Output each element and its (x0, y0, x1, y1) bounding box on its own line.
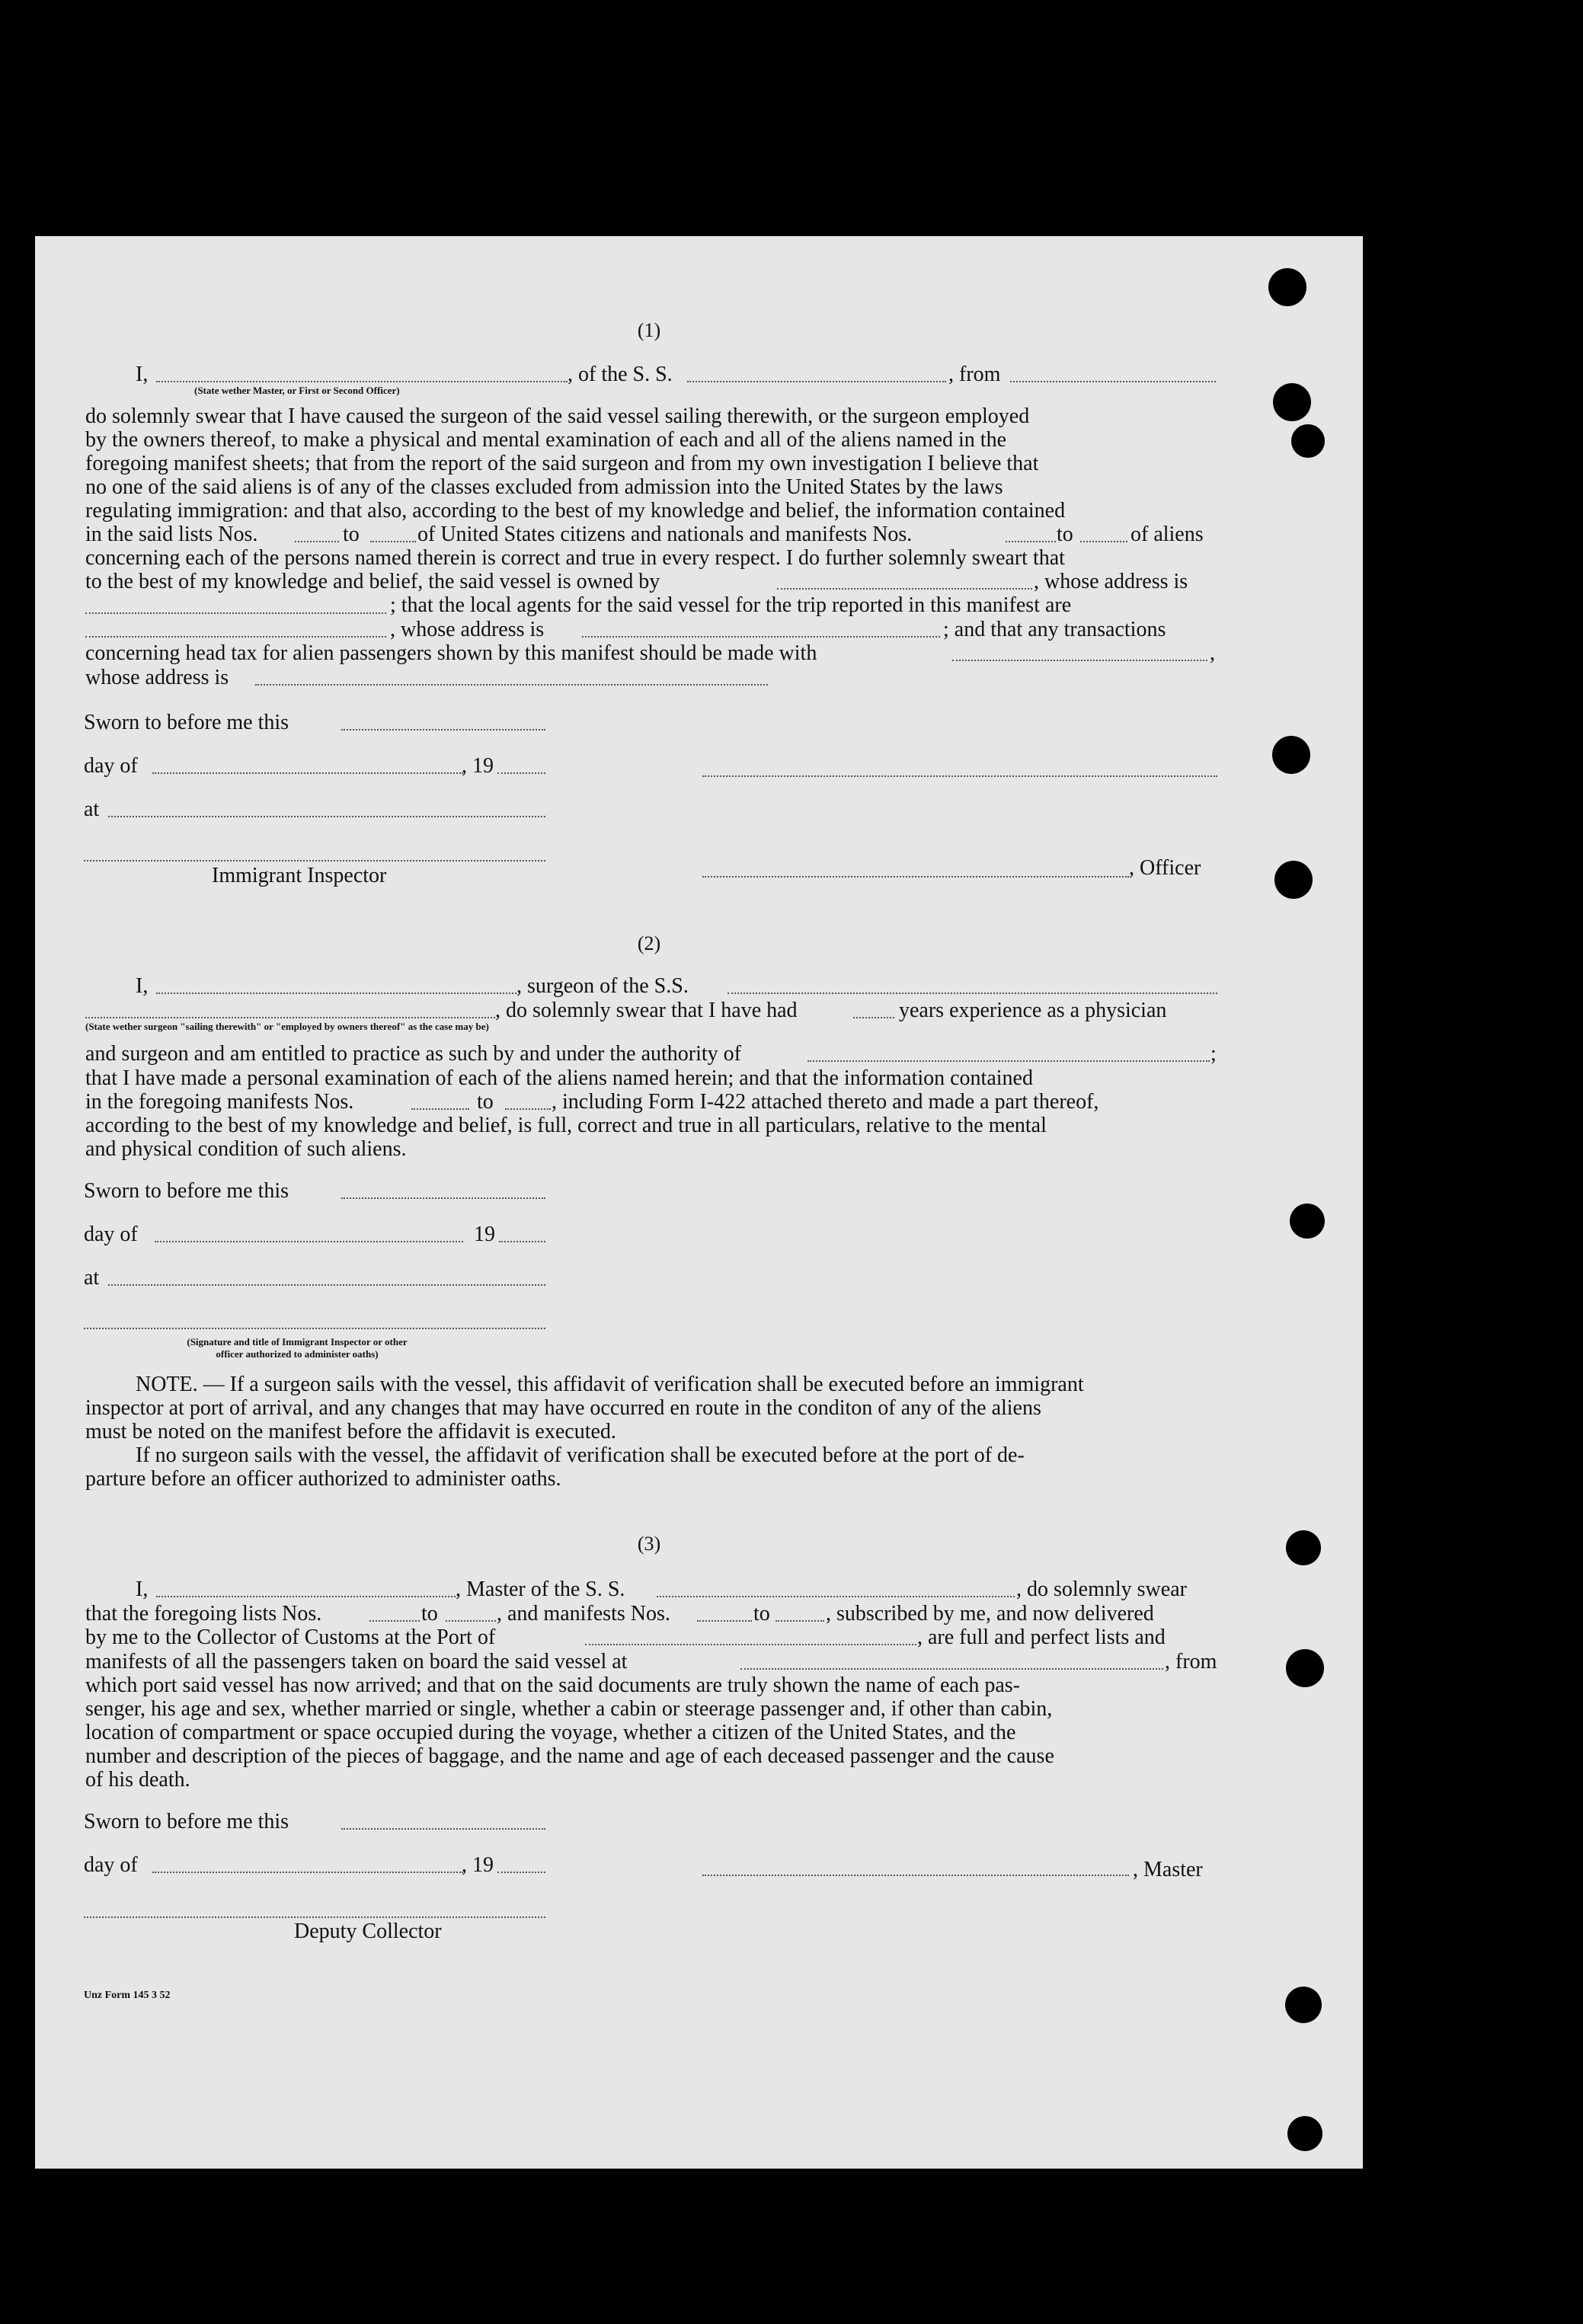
s2-lead: I, (136, 974, 149, 998)
s2-manifests-to: to (477, 1090, 494, 1114)
s1-body-line: concerning each of the persons named therein is correct and true in every respect. I do further solemnly sweart that (85, 546, 1065, 570)
s1-manifests-to: to (1057, 523, 1073, 546)
s1-lists-text-b: of United States citizens and nationals and manifests Nos. (417, 523, 913, 546)
s2-authority-field[interactable] (807, 1060, 1210, 1062)
section-1-number: (1) (637, 319, 661, 341)
s1-owner-address-field[interactable] (85, 612, 386, 614)
s3-manifests-all-text: manifests of all the passengers taken on board the said vessel at (85, 1650, 628, 1673)
s2-day-of: day of (84, 1223, 138, 1246)
s3-manifests-text: , and manifests Nos. (497, 1602, 670, 1626)
s3-deputy-label: Deputy Collector (294, 1920, 442, 1943)
s1-from-field[interactable] (1010, 381, 1216, 382)
s1-whose-field[interactable] (255, 684, 768, 686)
s1-sworn: Sworn to before me this (84, 711, 289, 734)
punch-hole (1286, 1649, 1324, 1687)
s3-body-line: of his death. (85, 1768, 190, 1792)
s3-body-line: location of compartment or space occupied during the voyage, whether a citizen of the United States, and the (85, 1721, 1016, 1744)
s3-subscribed-text: , subscribed by me, and now delivered (826, 1602, 1154, 1626)
s3-year: , 19 (462, 1853, 494, 1877)
section-2-number: (2) (637, 932, 661, 954)
s2-surgeon-of: , surgeon of the S.S. (516, 974, 689, 998)
s2-years-field[interactable] (853, 1017, 894, 1018)
punch-hole (1291, 424, 1325, 458)
s1-day-of: day of (84, 754, 138, 778)
s3-taken-at-field[interactable] (740, 1668, 1163, 1670)
s3-sworn-field[interactable] (341, 1828, 545, 1830)
s3-manifests-from-field[interactable] (697, 1620, 752, 1622)
s1-headtax-field[interactable] (952, 660, 1207, 661)
punch-hole (1273, 383, 1311, 421)
s2-vessel-name-field[interactable] (728, 993, 1217, 994)
note-line: NOTE. — If a surgeon sails with the vessel, this affidavit of verification shall be executed before an immigrant (136, 1373, 1084, 1396)
s3-master-label: , Master (1133, 1858, 1203, 1881)
punch-hole (1285, 1987, 1322, 2023)
s2-body-line: according to the best of my knowledge and belief, is full, correct and true in all particulars, relative to the mental (85, 1114, 1047, 1137)
s1-master-signature-field[interactable] (702, 775, 1217, 777)
punch-hole (1268, 268, 1306, 306)
s1-body-line: regulating immigration: and that also, according to the best of my knowledge and belief, the information contained (85, 499, 1066, 523)
s1-body-line: foregoing manifest sheets; that from the report of the said surgeon and from my own investigation I believe that (85, 452, 1039, 475)
s1-at-field[interactable] (108, 816, 545, 817)
punch-hole (1274, 861, 1313, 899)
s3-body-line: which port said vessel has now arrived; and that on the said documents are truly shown the name of each pas- (85, 1673, 1020, 1697)
s1-lists-to: to (343, 523, 360, 546)
s2-surgeon-name-field[interactable] (156, 993, 516, 994)
s2-surgeon-status-field[interactable] (85, 1017, 495, 1018)
s1-agents-address-text: , whose address is (390, 618, 545, 641)
s3-vessel-name-field[interactable] (657, 1596, 1015, 1597)
s3-manifests-to-field[interactable] (776, 1620, 824, 1622)
s1-lists-from-field[interactable] (295, 541, 339, 542)
s2-body-line: that I have made a personal examination of each of the aliens named herein; and that the information contained (85, 1066, 1033, 1090)
punch-hole (1272, 736, 1310, 774)
s2-authority-text: and surgeon and am entitled to practice as such by and under the authority of (85, 1042, 741, 1066)
s3-lists-to-field[interactable] (446, 1620, 496, 1622)
punch-hole (1286, 1530, 1321, 1565)
s3-sworn: Sworn to before me this (84, 1810, 289, 1833)
s3-lists-to: to (421, 1602, 438, 1626)
s3-swear: , do solemnly swear (1016, 1578, 1187, 1601)
s3-port-field[interactable] (585, 1644, 916, 1645)
s3-full-lists-text: , are full and perfect lists and (917, 1626, 1166, 1649)
s2-swear-text: , do solemnly swear that I have had (495, 999, 798, 1022)
note-line: must be noted on the manifest before the affidavit is executed. (85, 1420, 616, 1443)
s1-whose-address: , whose address is (1034, 570, 1188, 593)
s1-sworn-field[interactable] (341, 729, 545, 730)
s3-day-field[interactable] (152, 1872, 463, 1873)
s2-body-line: and physical condition of such aliens. (85, 1137, 407, 1161)
s1-owner-field[interactable] (777, 588, 1032, 590)
s2-inspector-signature-field[interactable] (84, 1328, 545, 1329)
s1-body-line: do solemnly swear that I have caused the surgeon of the said vessel sailing therewith, or the surgeon employed (85, 404, 1030, 428)
note-line: parture before an officer authorized to administer oaths. (85, 1467, 561, 1491)
s1-body-line: by the owners thereof, to make a physical and mental examination of each and all of the aliens named in the (85, 428, 1007, 452)
s1-transactions-text: ; and that any transactions (943, 618, 1166, 641)
s1-of-ss: , of the S. S. (568, 363, 673, 386)
s3-master-of: , Master of the S. S. (456, 1578, 625, 1601)
s3-lead: I, (136, 1578, 149, 1601)
s3-deputy-signature-field[interactable] (84, 1916, 545, 1918)
s1-manifests-from-field[interactable] (1006, 541, 1056, 542)
s1-agents-field[interactable] (85, 636, 386, 638)
note-block (85, 1373, 1217, 1491)
s2-authority-semicolon: ; (1210, 1042, 1217, 1066)
punch-hole (1287, 2116, 1322, 2151)
s1-owned-text: to the best of my knowledge and belief, the said vessel is owned by (85, 570, 660, 593)
s2-note-small: (State wether surgeon "sailing therewith" or "employed by owners thereof" as the case may be) (85, 1021, 489, 1032)
s3-lists-from-field[interactable] (369, 1620, 420, 1622)
s2-at: at (84, 1266, 100, 1290)
s2-years-text: years experience as a physician (899, 999, 1167, 1022)
s2-sworn: Sworn to before me this (84, 1179, 289, 1203)
s3-collector-text: by me to the Collector of Customs at the Port of (85, 1626, 496, 1649)
s1-note-small: (State wether Master, or First or Second Officer) (194, 385, 400, 396)
s1-lists-to-field[interactable] (370, 541, 416, 542)
s2-at-field[interactable] (108, 1284, 545, 1286)
section-3-number: (3) (637, 1533, 661, 1555)
s2-including-text: , including Form I-422 attached thereto and made a part thereof, (552, 1090, 1099, 1114)
s1-officer-signature-field[interactable] (702, 876, 1129, 877)
s1-agents-text: ; that the local agents for the said vessel for the trip reported in this manifest are (390, 593, 1072, 617)
s3-master-signature-field[interactable] (702, 1875, 1129, 1876)
s3-year-field[interactable] (497, 1872, 545, 1873)
s1-year-field[interactable] (497, 772, 545, 774)
s2-sworn-field[interactable] (341, 1197, 545, 1199)
s1-at: at (84, 798, 100, 821)
s1-lead: I, (136, 363, 149, 386)
s1-manifests-to-field[interactable] (1080, 541, 1127, 542)
s3-body-line: number and description of the pieces of baggage, and the name and age of each deceased passenger and the cause (85, 1744, 1054, 1768)
s1-officer-label: , Officer (1129, 856, 1201, 880)
s1-headtax-comma: , (1210, 641, 1215, 665)
note-line: inspector at port of arrival, and any changes that may have occurred en route in the conditon of any of the aliens (85, 1396, 1041, 1420)
s3-master-name-field[interactable] (156, 1596, 456, 1597)
s1-master-name-field[interactable] (156, 381, 568, 382)
s3-body-line: senger, his age and sex, whether married or single, whether a cabin or steerage passenger and, if other than cabin, (85, 1697, 1053, 1721)
s1-inspector-signature-field[interactable] (84, 860, 545, 862)
s1-day-field[interactable] (152, 772, 463, 774)
note-line: If no surgeon sails with the vessel, the affidavit of verification shall be executed before at the port of de- (136, 1443, 1025, 1467)
s1-inspector-label: Immigrant Inspector (212, 864, 387, 887)
s1-of-aliens: of aliens (1130, 523, 1204, 546)
s3-manifests-to: to (753, 1602, 770, 1626)
s2-manifests-to-field[interactable] (505, 1108, 551, 1110)
s2-manifests-text: in the foregoing manifests Nos. (85, 1090, 354, 1114)
punch-hole (1290, 1204, 1325, 1239)
s2-signature-note: (Signature and title of Immigrant Inspector or other officer authorized to administer oaths) (187, 1336, 408, 1360)
s3-day-of: day of (84, 1853, 138, 1877)
s1-whose-text: whose address is (85, 666, 229, 689)
s2-year-field[interactable] (499, 1241, 545, 1242)
form-id: Unz Form 145 3 52 (84, 1990, 171, 2001)
s1-vessel-name-field[interactable] (687, 381, 946, 382)
s1-from: , from (948, 363, 1001, 386)
s1-body-line: no one of the said aliens is of any of the classes excluded from admission into the United States by the laws (85, 475, 1003, 499)
s1-agents-address-field[interactable] (582, 636, 940, 638)
s1-headtax-text: concerning head tax for alien passengers shown by this manifest should be made with (85, 641, 817, 665)
s2-day-field[interactable] (155, 1241, 463, 1242)
s1-lists-text-a: in the said lists Nos. (85, 523, 258, 546)
s2-manifests-from-field[interactable] (411, 1108, 469, 1110)
s3-lists-text: that the foregoing lists Nos. (85, 1602, 322, 1626)
s1-year: , 19 (462, 754, 494, 778)
s3-from-text: , from (1165, 1650, 1217, 1673)
s2-year: 19 (474, 1223, 495, 1246)
